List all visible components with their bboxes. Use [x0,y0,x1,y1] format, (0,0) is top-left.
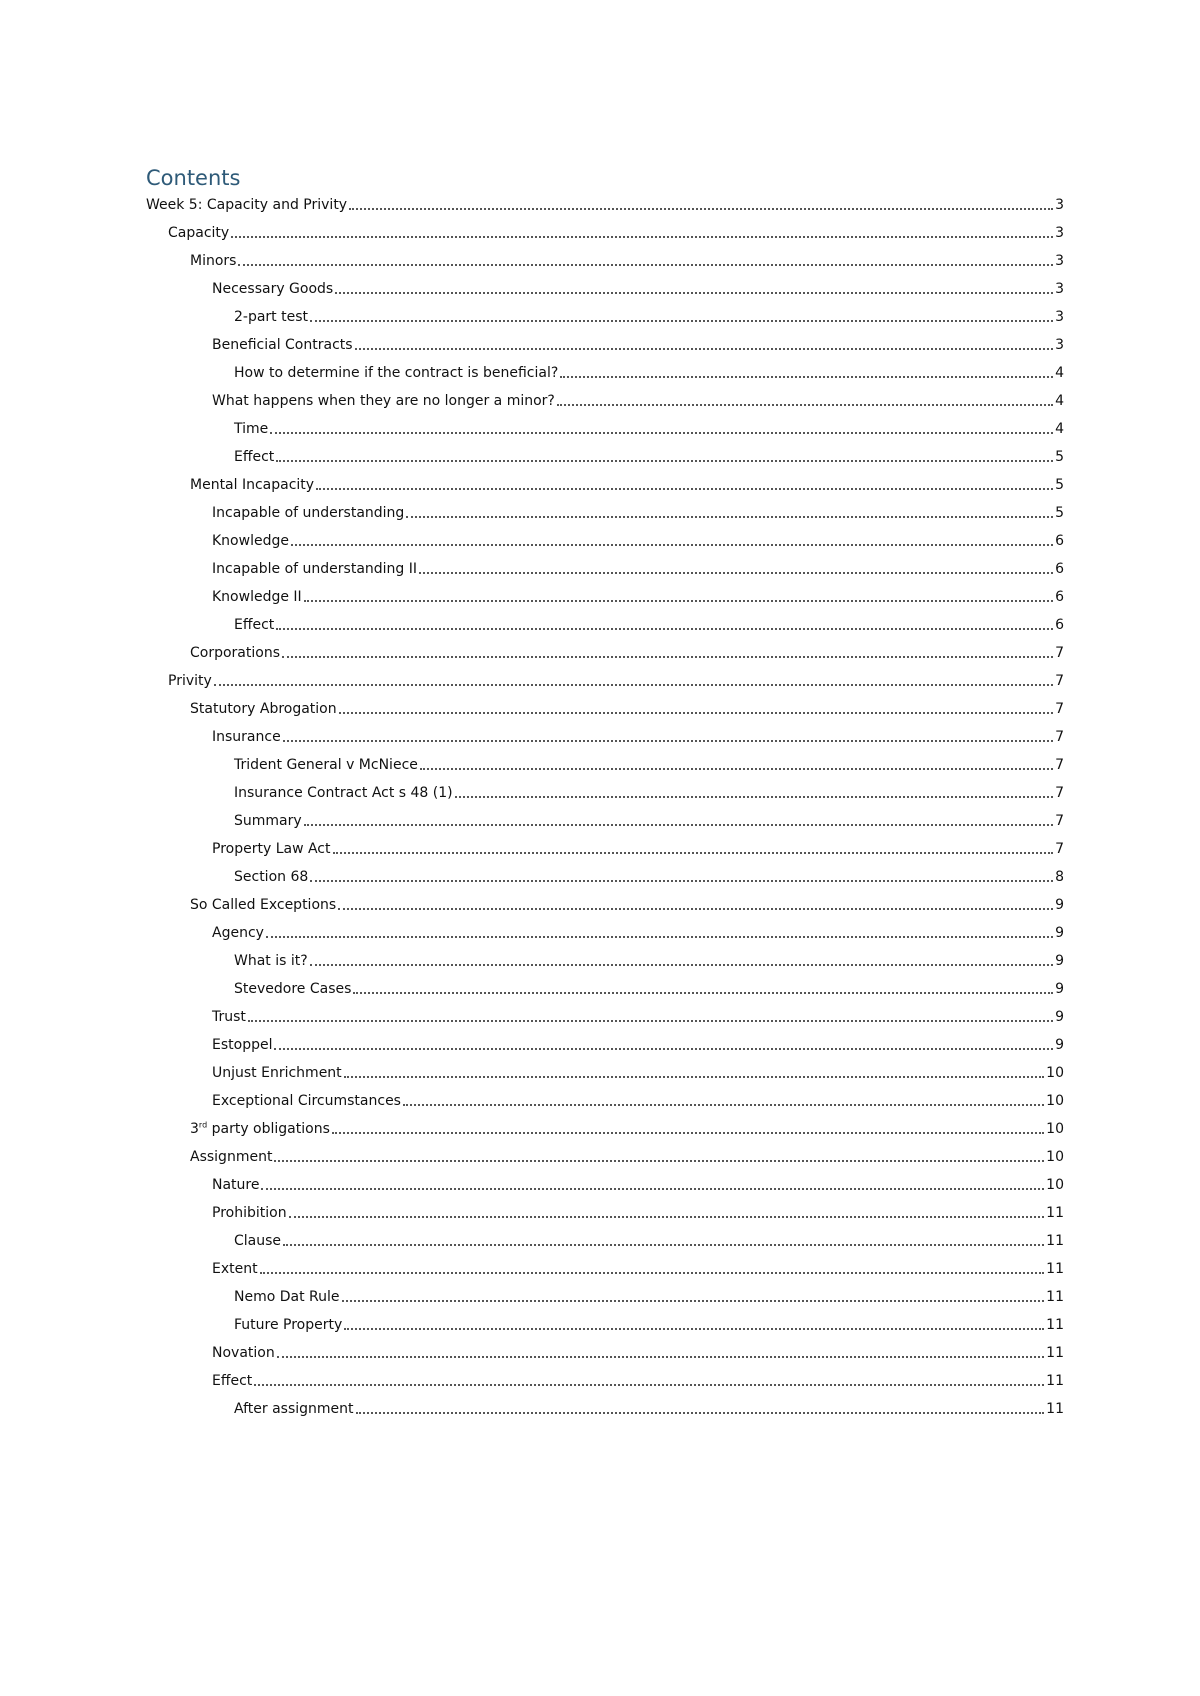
toc-entry-title: Unjust Enrichment [212,1065,342,1081]
toc-page-number: 6 [1055,589,1064,605]
toc-entry[interactable] [146,1282,1064,1310]
toc-page-number: 11 [1046,1233,1064,1249]
toc-entry[interactable] [146,946,1064,974]
toc-entry-title: Future Property [234,1317,343,1333]
toc-page-number: 7 [1055,785,1064,801]
toc-page-number: 9 [1055,1037,1064,1053]
toc-dot-leader [344,1328,1044,1330]
toc-page-number: 3 [1055,197,1064,213]
toc-entry-title: Necessary Goods [212,281,334,297]
toc-page-number: 7 [1055,673,1064,689]
toc-entry-title: Insurance Contract Act s 48 (1) [234,785,453,801]
toc-dot-leader [344,1076,1045,1078]
toc-entry[interactable] [146,1310,1064,1338]
toc-entry-title [190,1120,330,1138]
toc-page-number: 8 [1055,869,1064,885]
toc-page-number: 5 [1055,505,1064,521]
toc-entry[interactable] [146,582,1064,610]
toc-page-number: 10 [1046,1065,1064,1081]
toc-dot-leader [560,376,1053,378]
toc-dot-leader [282,656,1053,658]
toc-dot-leader [339,712,1053,714]
table-of-contents [146,190,1064,1422]
toc-entry-title: Section 68 [234,869,309,885]
toc-dot-leader [333,852,1054,854]
toc-entry-title: How to determine if the contract is beneficial? [234,365,559,381]
toc-entry-title: Estoppel [212,1037,273,1053]
toc-dot-leader [254,1384,1044,1386]
toc-entry-title: Corporations [190,645,280,661]
toc-page-number: 6 [1055,617,1064,633]
toc-page-number: 7 [1055,645,1064,661]
toc-dot-leader [455,796,1053,798]
toc-entry-title: Property Law Act [212,841,331,857]
toc-page-number: 11 [1046,1373,1064,1389]
toc-entry[interactable] [146,694,1064,722]
toc-entry[interactable] [146,526,1064,554]
toc-entry-title: Capacity [168,225,230,241]
toc-entry-title: Trident General v McNiece [234,757,418,773]
toc-page-number: 5 [1055,449,1064,465]
toc-page-number: 11 [1046,1205,1064,1221]
toc-dot-leader [403,1104,1044,1106]
toc-entry-title: Clause [234,1233,282,1249]
toc-entry-title: Incapable of understanding II [212,561,418,577]
toc-entry-title: Stevedore Cases [234,981,352,997]
toc-dot-leader [310,964,1053,966]
toc-dot-leader [238,264,1053,266]
toc-entry[interactable] [146,1170,1064,1198]
toc-entry[interactable] [146,1338,1064,1366]
toc-entry[interactable] [146,638,1064,666]
toc-entry-title: Mental Incapacity [190,477,315,493]
toc-dot-leader [304,824,1053,826]
toc-entry-title: Trust [212,1009,246,1025]
toc-entry[interactable] [146,666,1064,694]
toc-dot-leader [266,936,1053,938]
toc-dot-leader [342,1300,1045,1302]
toc-entry-title: Agency [212,925,264,941]
toc-entry[interactable] [146,386,1064,414]
toc-page-number: 3 [1055,281,1064,297]
toc-entry[interactable] [146,750,1064,778]
toc-page-number: 3 [1055,253,1064,269]
toc-entry[interactable] [146,470,1064,498]
toc-entry[interactable] [146,1086,1064,1114]
toc-page-number: 9 [1055,897,1064,913]
toc-page-number: 7 [1055,757,1064,773]
toc-page-number: 3 [1055,309,1064,325]
toc-dot-leader [270,432,1053,434]
toc-dot-leader [557,404,1053,406]
toc-entry[interactable] [146,246,1064,274]
toc-page-number: 5 [1055,477,1064,493]
toc-entry[interactable] [146,1058,1064,1086]
toc-dot-leader [406,516,1053,518]
toc-dot-leader [289,1216,1045,1218]
toc-entry[interactable] [146,274,1064,302]
toc-entry[interactable] [146,1366,1064,1394]
toc-entry-title: Minors [190,253,237,269]
toc-entry-title-number: 3 [190,1121,199,1137]
toc-entry-title: Summary [234,813,302,829]
toc-entry-title: Novation [212,1345,275,1361]
toc-page-number: 6 [1055,533,1064,549]
toc-dot-leader [291,544,1053,546]
toc-entry[interactable] [146,190,1064,218]
toc-entry-title: Knowledge II [212,589,302,605]
toc-page-number: 11 [1046,1317,1064,1333]
toc-page-number: 10 [1046,1121,1064,1137]
toc-entry[interactable] [146,1114,1064,1142]
toc-entry-title: Effect [212,1373,253,1389]
toc-entry[interactable] [146,1226,1064,1254]
toc-page-number: 9 [1055,953,1064,969]
toc-entry[interactable] [146,918,1064,946]
toc-entry[interactable] [146,1002,1064,1030]
toc-page-number: 3 [1055,225,1064,241]
toc-entry[interactable] [146,302,1064,330]
toc-page-number: 7 [1055,729,1064,745]
toc-entry-title: Incapable of understanding [212,505,405,521]
toc-entry-title: Extent [212,1261,258,1277]
toc-entry[interactable] [146,1394,1064,1422]
toc-dot-leader [283,1244,1044,1246]
toc-page-number: 10 [1046,1093,1064,1109]
toc-page-number: 6 [1055,561,1064,577]
toc-entry-title: Exceptional Circumstances [212,1093,401,1109]
toc-entry-title: Nemo Dat Rule [234,1289,340,1305]
toc-page-number: 11 [1046,1401,1064,1417]
toc-dot-leader [310,320,1053,322]
toc-entry[interactable] [146,1030,1064,1058]
toc-dot-leader [335,292,1053,294]
toc-entry[interactable] [146,862,1064,890]
toc-entry-title: Knowledge [212,533,289,549]
toc-dot-leader [214,684,1053,686]
toc-entry[interactable] [146,358,1064,386]
toc-entry-title: So Called Exceptions [190,897,337,913]
toc-dot-leader [338,908,1053,910]
toc-page-number: 11 [1046,1289,1064,1305]
toc-entry[interactable] [146,1198,1064,1226]
toc-entry[interactable] [146,414,1064,442]
toc-entry[interactable] [146,330,1064,358]
toc-dot-leader [231,236,1053,238]
toc-page-number: 9 [1055,925,1064,941]
toc-dot-leader [276,460,1053,462]
toc-dot-leader [248,1020,1053,1022]
toc-page-number: 9 [1055,1009,1064,1025]
toc-entry-title: Nature [212,1177,260,1193]
toc-entry-title: Statutory Abrogation [190,701,337,717]
toc-page-number: 4 [1055,393,1064,409]
toc-page-number: 11 [1046,1261,1064,1277]
toc-dot-leader [260,1272,1045,1274]
toc-page-number: 7 [1055,841,1064,857]
toc-dot-leader [355,348,1054,350]
toc-entry-title: What is it? [234,953,308,969]
toc-entry-title: 2-part test [234,309,309,325]
toc-dot-leader [356,1412,1045,1414]
toc-page-number: 10 [1046,1149,1064,1165]
toc-entry-title: After assignment [234,1401,354,1417]
toc-dot-leader [276,628,1053,630]
toc-dot-leader [420,768,1053,770]
toc-dot-leader [349,208,1053,210]
toc-page-number: 10 [1046,1177,1064,1193]
toc-entry-title: Week 5: Capacity and Privity [146,197,348,213]
toc-page-number: 4 [1055,365,1064,381]
toc-page-number: 4 [1055,421,1064,437]
toc-entry[interactable] [146,1254,1064,1282]
toc-entry[interactable] [146,806,1064,834]
toc-page-number: 11 [1046,1345,1064,1361]
toc-dot-leader [353,992,1053,994]
toc-dot-leader [304,600,1053,602]
toc-entry-title: Privity [168,673,212,689]
toc-entry-title: Beneficial Contracts [212,337,353,353]
toc-page-number: 3 [1055,337,1064,353]
toc-page-number: 7 [1055,813,1064,829]
toc-dot-leader [283,740,1053,742]
toc-entry[interactable] [146,778,1064,806]
toc-dot-leader [274,1048,1053,1050]
toc-entry-title: Prohibition [212,1205,287,1221]
toc-entry[interactable] [146,1142,1064,1170]
toc-entry[interactable] [146,722,1064,750]
toc-page-number: 9 [1055,981,1064,997]
toc-dot-leader [332,1132,1044,1134]
toc-entry-title: Assignment [190,1149,273,1165]
toc-dot-leader [274,1160,1044,1162]
toc-entry-title: Insurance [212,729,281,745]
toc-entry-title-superscript: rd [198,1120,208,1130]
toc-entry-title-rest: party obligations [207,1121,330,1137]
toc-entry[interactable] [146,442,1064,470]
toc-entry[interactable] [146,554,1064,582]
toc-entry-title: Time [234,421,269,437]
toc-entry[interactable] [146,974,1064,1002]
toc-heading: Contents [146,166,241,190]
toc-entry[interactable] [146,498,1064,526]
toc-dot-leader [261,1188,1044,1190]
toc-entry[interactable] [146,218,1064,246]
toc-dot-leader [316,488,1053,490]
toc-entry[interactable] [146,610,1064,638]
toc-entry[interactable] [146,834,1064,862]
toc-dot-leader [419,572,1053,574]
toc-page-number: 7 [1055,701,1064,717]
toc-entry-title: Effect [234,449,275,465]
toc-entry-title: Effect [234,617,275,633]
toc-dot-leader [277,1356,1044,1358]
toc-entry[interactable] [146,890,1064,918]
toc-entry-title: What happens when they are no longer a minor? [212,393,555,409]
toc-dot-leader [310,880,1053,882]
